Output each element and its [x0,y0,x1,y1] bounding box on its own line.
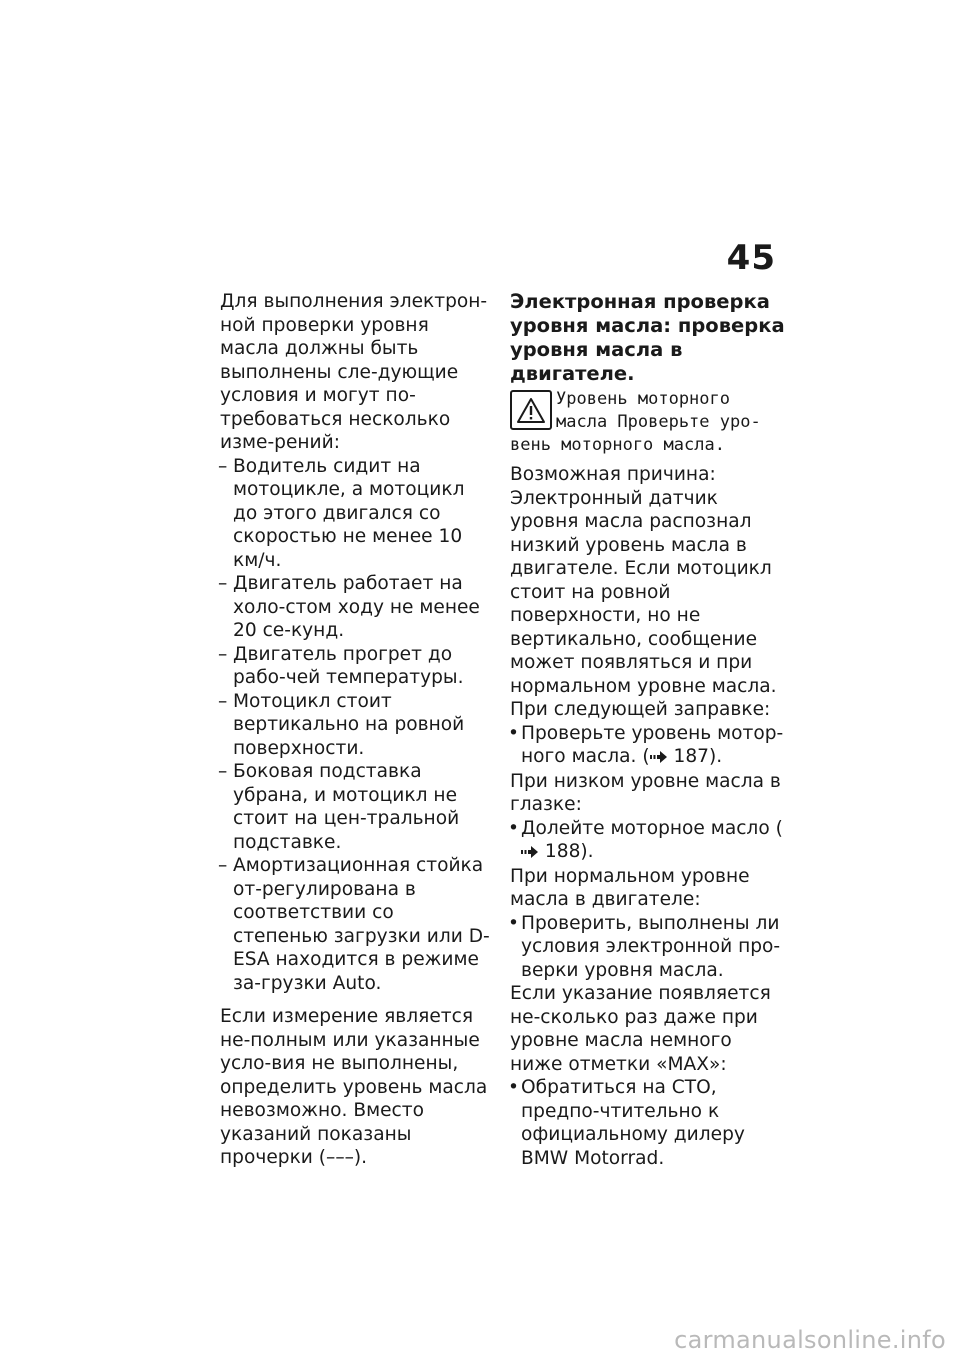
list-item: • Проверить, выполнены ли условия электронной про-верки уровня масла. [510,912,785,983]
outro-paragraph: Если измерение является не-полным или указанные усло-вия не выполнены, определить уровень масла невозможно. Вместо указаний показаны прочерки (–––). [220,1006,488,1168]
cause-label: Возможная причина: [510,464,716,485]
list-item: – Боковая подставка убрана, и мотоцикл не стоит на цен-тральной подставке. [220,760,492,854]
warning-triangle-icon [510,390,552,430]
list-item [510,817,785,865]
normal-level-label: При нормальном уровне масла в двигателе: [510,865,750,910]
right-column [510,290,785,1170]
warning-message [510,388,785,457]
watermark: carmanualsonline.info [674,1326,946,1354]
list-item: – Мотоцикл стоит вертикально на ровной поверхности. [220,690,492,761]
section-heading: Электронная проверка уровня масла: проверка уровня масла в двигателе. [510,290,785,385]
list-item: – Амортизационная стойка от-регулирована в соответствии со степенью загрузки или D-ESA находится в режиме за-грузки Auto. [220,854,492,995]
page-reference-arrow-icon [650,746,668,770]
list-item: – Двигатель работает на холо-стом ходу не менее 20 се-кунд. [220,572,492,643]
intro-paragraph: Для выполнения электрон-ной проверки уровня масла должны быть выполнены сле-дующие условия и могут по-требоваться несколько изме-рений: [220,291,488,453]
warning-text: Уровень моторного масла Проверьте уро-вень моторного масла. [510,389,761,455]
cause-text: Электронный датчик уровня масла распознал низкий уровень масла в двигателе. Если мотоцикл стоит на ровной поверхности, но не вертикально, сообщение может появляться и при нормальном уровне масла. При следующей заправке: [510,487,777,720]
list-item: • Обратиться на СТО, предпо-чтительно к официальному дилеру BMW Motorrad. [510,1076,785,1170]
list-item [510,722,785,770]
list-item: – Водитель сидит на мотоцикле, а мотоцикл до этого двигался со скоростью не менее 10 км/ч. [220,455,492,573]
left-column [220,290,492,1170]
bullet-text: Проверьте уровень мотор-ного масла. ( [521,722,784,767]
page-reference: 187). [673,746,723,767]
conditions-list [220,455,492,996]
page-reference: 188). [544,841,594,862]
list-item: – Двигатель прогрет до рабо-чей температуры. [220,643,492,690]
page-number: 45 [726,238,776,278]
bullet-text: Долейте моторное масло ( [521,817,783,839]
page-reference-arrow-icon [521,841,539,865]
repeat-label: Если указание появляется не-сколько раз даже при уровне масла немного ниже отметки «MAX»: [510,983,771,1075]
low-level-label: При низком уровне масла в глазке: [510,770,781,815]
